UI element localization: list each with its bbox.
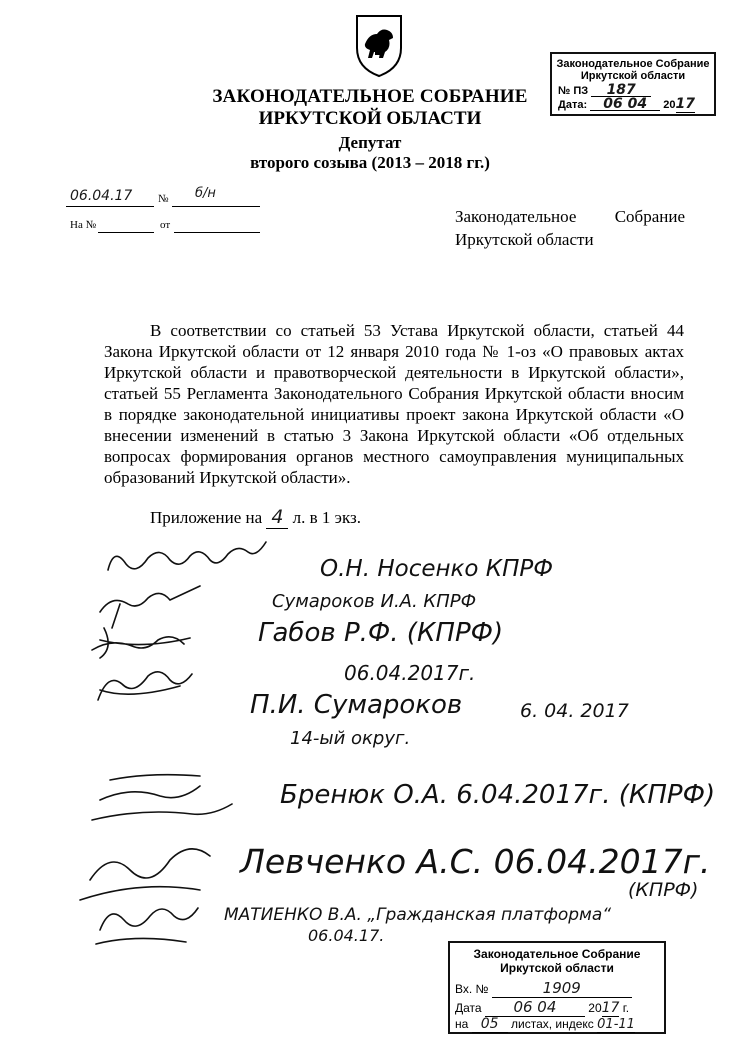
stamp2-org-line1: Законодательное Собрание (473, 947, 641, 961)
stamp2-sheets-row (455, 1016, 635, 1033)
stamp2-sheets-label: листах, индекс (511, 1017, 594, 1031)
signature-line-3: Габов Р.Ф. (КПРФ) (258, 618, 504, 648)
stamp2-org-line2: Иркутской области (500, 961, 614, 975)
signature-scribble-1 (108, 542, 266, 570)
signature-scribble-3 (92, 628, 190, 658)
registration-stamp-bottom (448, 941, 666, 1034)
stamp2-sheets-value: 05 (472, 1016, 508, 1033)
stamp2-date-label: Дата (455, 1001, 482, 1015)
org-title-line1: ЗАКОНОДАТЕЛЬНОЕ СОБРАНИЕ (212, 86, 528, 107)
stamp2-in-label: Вх. № (455, 982, 489, 996)
outgoing-date: 06.04.17 (70, 188, 133, 204)
signature-scribble-7 (96, 908, 198, 944)
signature-scribble-4 (98, 672, 192, 700)
signature-line-6: 6. 04. 2017 (520, 700, 629, 722)
signature-line-12: 06.04.17. (308, 926, 385, 945)
signature-scribble-5 (92, 775, 232, 820)
addressee-word1: Законодательное (455, 207, 577, 226)
addressee-word2: Собрание (614, 207, 685, 226)
ref-from-label: от (160, 219, 171, 231)
signature-line-8: Бренюк О.А. 6.04.2017г. (КПРФ) (280, 780, 716, 810)
stamp2-date-row (455, 998, 629, 1017)
stamp-date-label: Дата: (558, 99, 588, 111)
stamp2-year-prefix: 20 (588, 1001, 602, 1015)
outgoing-num-value: б/н (195, 186, 216, 201)
signature-scribble-2 (100, 586, 200, 628)
signature-line-4: 06.04.2017г. (344, 661, 476, 685)
attachment-suffix: л. в 1 экз. (292, 508, 361, 527)
addressee-line2: Иркутской области (455, 230, 594, 249)
outgoing-num-label: № (158, 193, 169, 205)
stamp-year-value: 17 (675, 96, 695, 112)
stamp2-year-suffix: г. (622, 1001, 630, 1015)
signature-scribble-6 (80, 849, 210, 900)
stamp2-in-row (455, 979, 632, 998)
convocation-title: второго созыва (2013 – 2018 гг.) (250, 153, 490, 172)
ref-label: На № (70, 219, 97, 231)
signature-line-9: Левченко А.С. 06.04.2017г. (240, 842, 711, 881)
stamp2-on-label: на (455, 1017, 469, 1031)
signature-line-1: О.Н. Носенко КПРФ (320, 556, 554, 582)
attachment-count: 4 (266, 506, 288, 529)
body-paragraph: В соответствии со статьей 53 Устава Иркутской области, статьей 44 Закона Иркутской области от 12 января 2010 года № 1-оз «О правовых актах Иркутской области и правотворческой деятельности в Иркутской области», статьей 55 Регламента Законодательного Собрания Иркутской области вносим в порядке законодательной инициативы проект закона Иркутской области «О внесении изменений в статью 3 Закона Иркутской области «Об отдельных вопросах формирования органов местного самоуправления муниципальных образований Иркутской области». (104, 321, 684, 487)
role-title: Депутат (338, 133, 402, 152)
stamp-year-prefix: 20 (663, 99, 676, 111)
stamp-pz-value: 187 (591, 84, 651, 97)
stamp2-index-value: 01-11 (597, 1017, 635, 1032)
stamp2-year-value: 17 (601, 1000, 620, 1016)
signature-line-11: МАТИЕНКО В.А. „Гражданская платформа“ (224, 905, 612, 925)
stamp-org-line1: Законодательное Собрание (556, 58, 710, 70)
stamp2-date-value: 06 04 (485, 998, 585, 1017)
signature-line-2: Сумароков И.А. КПРФ (272, 591, 477, 612)
stamp-date-value: 06 04 (590, 98, 660, 111)
stamp-org-line2: Иркутской области (580, 70, 686, 82)
stamp2-in-value: 1909 (492, 979, 632, 998)
org-title-line2: ИРКУТСКОЙ ОБЛАСТИ (258, 108, 482, 129)
signature-line-7: 14-ый округ. (290, 728, 411, 749)
attachment-prefix: Приложение на (150, 508, 263, 527)
signature-line-5: П.И. Сумароков (250, 690, 463, 720)
stamp-pz-label: № ПЗ (558, 85, 589, 97)
signature-line-10: (КПРФ) (628, 879, 699, 901)
